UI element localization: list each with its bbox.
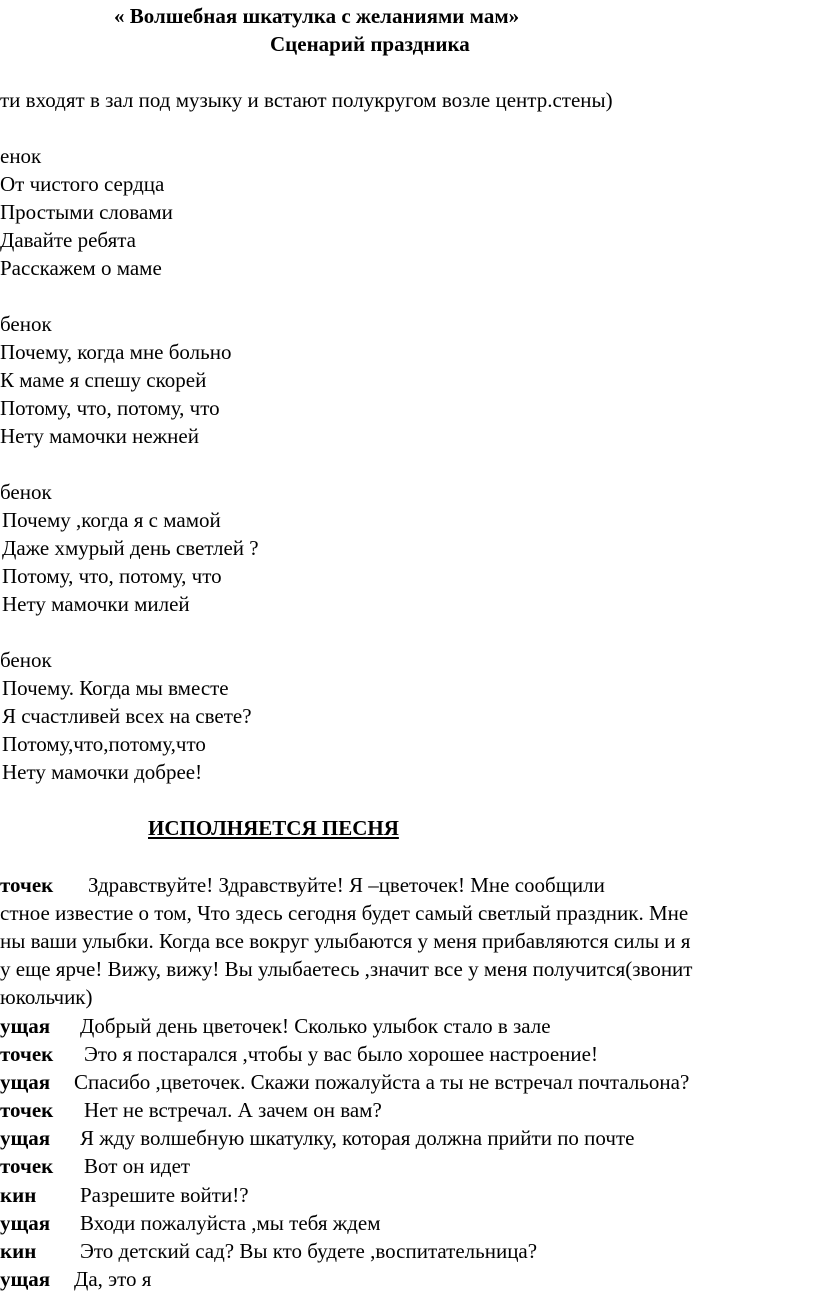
poem-4-line-3: Потому,что,потому,что: [2, 732, 206, 756]
poem-3-line-2: Даже хмурый день светлей ?: [2, 536, 259, 560]
poem-2-line-2: К маме я спешу скорей: [0, 368, 207, 392]
song-heading: ИСПОЛНЯЕТСЯ ПЕСНЯ: [148, 816, 399, 840]
dialogue-10-text: Да, это я: [74, 1267, 152, 1291]
dialogue-5-speaker: ущая: [0, 1126, 51, 1150]
poem-1-line-3: Давайте ребята: [0, 228, 136, 252]
poem-2-line-3: Потому, что, потому, что: [0, 396, 220, 420]
flower-speech-line-5: юкольчик): [0, 985, 93, 1009]
dialogue-7-text: Разрешите войти!?: [80, 1183, 249, 1207]
document-subtitle: Сценарий праздника: [270, 32, 470, 56]
poem-4-line-4: Нету мамочки добрее!: [2, 760, 203, 784]
flower-speech-line-4: у еще ярче! Вижу, вижу! Вы улыбаетесь ,значит все у меня получится(звонит: [0, 957, 693, 981]
poem-3-line-4: Нету мамочки милей: [2, 592, 190, 616]
dialogue-3-speaker: ущая: [0, 1070, 51, 1094]
dialogue-3-text: Спасибо ,цветочек. Скажи пожалуйста а ты не встречал почтальона?: [74, 1070, 690, 1094]
flower-speech-first-line: Здравствуйте! Здравствуйте! Я –цветочек! Мне сообщили: [88, 873, 605, 897]
poem-1-line-1: От чистого сердца: [0, 172, 165, 196]
poem-1-line-2: Простыми словами: [0, 200, 173, 224]
intro-stage-direction: ти входят в зал под музыку и встают полукругом возле центр.стены): [0, 88, 613, 112]
dialogue-7-speaker: кин: [0, 1183, 37, 1207]
dialogue-8-speaker: ущая: [0, 1211, 51, 1235]
dialogue-1-speaker: ущая: [0, 1014, 51, 1038]
poem-4-line-1: Почему. Когда мы вместе: [2, 676, 229, 700]
dialogue-5-text: Я жду волшебную шкатулку, которая должна прийти по почте: [80, 1126, 635, 1150]
dialogue-8-text: Входи пожалуйста ,мы тебя ждем: [80, 1211, 381, 1235]
dialogue-1-text: Добрый день цветочек! Сколько улыбок стало в зале: [80, 1014, 551, 1038]
poem-4-line-2: Я счастливей всех на свете?: [2, 704, 252, 728]
dialogue-10-speaker: ущая: [0, 1267, 51, 1291]
poem-2-line-1: Почему, когда мне больно: [0, 340, 232, 364]
poem-4-speaker: бенок: [0, 648, 52, 672]
poem-3-speaker: бенок: [0, 480, 52, 504]
flower-speech-line-3: ны ваши улыбки. Когда все вокруг улыбаются у меня прибавляются силы и я: [0, 929, 691, 953]
poem-1-line-4: Расскажем о маме: [0, 256, 162, 280]
dialogue-2-text: Это я постарался ,чтобы у вас было хорошее настроение!: [84, 1042, 598, 1066]
poem-2-line-4: Нету мамочки нежней: [0, 424, 199, 448]
poem-1-speaker: енок: [0, 144, 42, 168]
poem-3-line-1: Почему ,когда я с мамой: [2, 508, 221, 532]
flower-speaker: точек: [0, 873, 54, 897]
dialogue-9-speaker: кин: [0, 1239, 37, 1263]
dialogue-4-speaker: точек: [0, 1098, 54, 1122]
dialogue-4-text: Нет не встречал. А зачем он вам?: [84, 1098, 382, 1122]
document-title: « Волшебная шкатулка с желаниями мам»: [114, 4, 520, 28]
poem-2-speaker: бенок: [0, 312, 52, 336]
poem-3-line-3: Потому, что, потому, что: [2, 564, 222, 588]
dialogue-2-speaker: точек: [0, 1042, 54, 1066]
dialogue-6-speaker: точек: [0, 1154, 54, 1178]
dialogue-9-text: Это детский сад? Вы кто будете ,воспитательница?: [80, 1239, 538, 1263]
flower-speech-line-2: стное известие о том, Что здесь сегодня будет самый светлый праздник. Мне: [0, 901, 689, 925]
dialogue-6-text: Вот он идет: [84, 1154, 191, 1178]
